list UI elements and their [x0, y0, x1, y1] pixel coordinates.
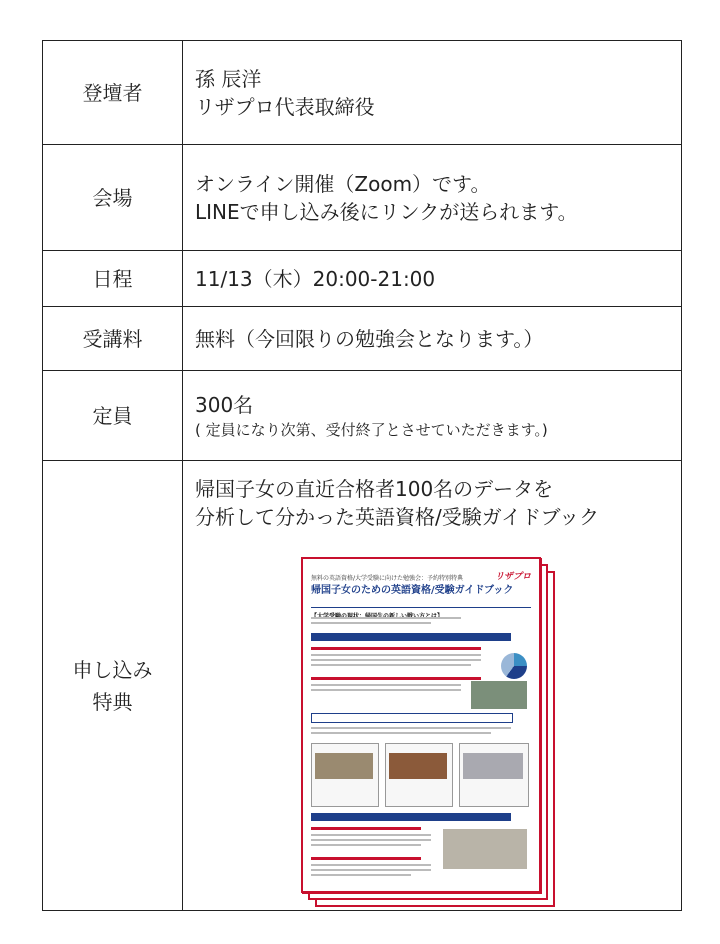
topic-bar — [311, 813, 511, 821]
text-line — [311, 869, 431, 871]
text-line — [311, 834, 431, 836]
venue-value: オンライン開催（Zoom）です。 LINEで申し込み後にリンクが送られます。 — [183, 145, 682, 251]
bonus-description: 帰国子女の直近合格者100名のデータを 分析して分かった英語資格/受験ガイドブック — [195, 477, 600, 529]
date-value: 11/13（木）20:00-21:00 — [183, 251, 682, 307]
text-line — [311, 664, 471, 666]
highlight-line — [311, 677, 481, 680]
guidebook-brand-logo: リザプロ — [495, 572, 531, 582]
book-photo — [443, 829, 527, 869]
capacity-label: 定員 — [43, 371, 183, 461]
date-label: 日程 — [43, 251, 183, 307]
highlight-line — [311, 857, 421, 860]
guidebook-cover — [301, 557, 541, 893]
row-fee — [43, 307, 682, 371]
guidebook-header: 無料の英語資格/大学受験に向けた勉強会：予約特別特典 — [311, 575, 464, 582]
highlight-line — [311, 827, 421, 830]
guidebook-title: 帰国子女のための英語資格/受験ガイドブック — [311, 577, 531, 608]
text-line — [311, 732, 491, 734]
text-line — [311, 864, 431, 866]
text-line — [311, 727, 511, 729]
text-line — [311, 684, 461, 686]
topic-bar — [311, 713, 513, 723]
row-date — [43, 251, 682, 307]
fee-value: 無料（今回限りの勉強会となります。） — [183, 307, 682, 371]
campus-photo — [315, 753, 373, 779]
text-line — [311, 874, 411, 876]
text-line — [311, 839, 431, 841]
row-speaker — [43, 41, 682, 145]
pie-chart-icon — [501, 653, 527, 679]
text-line — [311, 617, 461, 619]
highlight-line — [311, 647, 481, 650]
fee-label: 受講料 — [43, 307, 183, 371]
capacity-note: ( 定員になり次第、受付終了とさせていただきます。) — [195, 420, 548, 439]
campus-photo — [463, 753, 523, 779]
topic-bar — [311, 633, 511, 641]
campus-photo — [389, 753, 447, 779]
venue-label: 会場 — [43, 145, 183, 251]
speaker-label: 登壇者 — [43, 41, 183, 145]
info-table — [42, 40, 682, 911]
bonus-content — [195, 475, 681, 596]
text-line — [311, 689, 461, 691]
campus-photo — [471, 681, 527, 709]
bonus-cell — [183, 461, 682, 911]
text-line — [311, 654, 481, 656]
capacity-value: 300名 — [195, 392, 254, 417]
row-venue — [43, 145, 682, 251]
speaker-value: 孫 辰洋 リザプロ代表取締役 — [183, 41, 682, 145]
row-bonus — [43, 461, 682, 911]
text-line — [311, 659, 481, 661]
guidebook-image — [301, 557, 551, 905]
bonus-label: 申し込み 特典 — [43, 461, 183, 911]
capacity-cell — [183, 371, 682, 461]
text-line — [311, 844, 421, 846]
row-capacity — [43, 371, 682, 461]
text-line — [311, 622, 431, 624]
